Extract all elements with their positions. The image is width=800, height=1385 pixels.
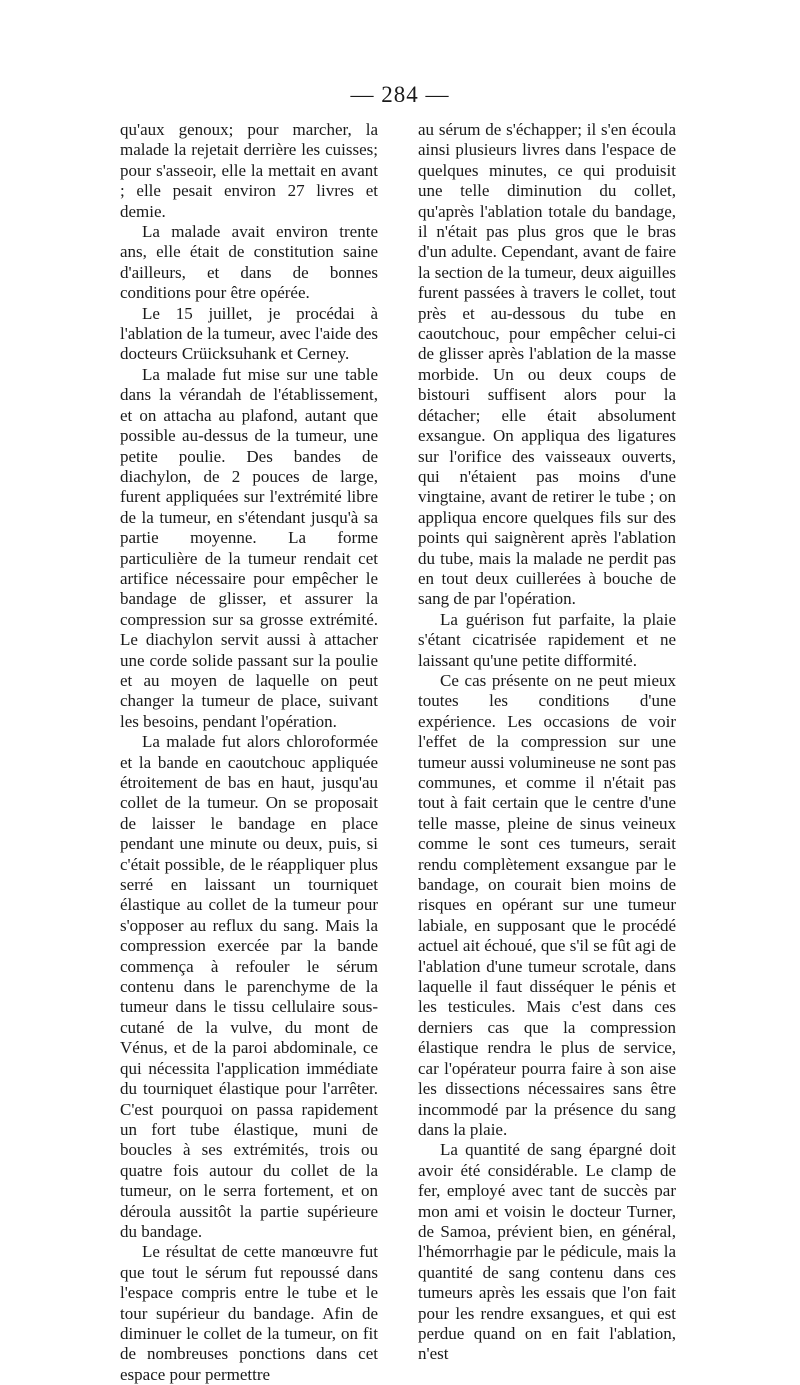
paragraph: Le résultat de cette manœuvre fut que tout le sérum fut repoussé dans l'espace compris entre le tube et le tour supérieur du bandage. Afin de diminuer le collet de la tumeur, on fit de nombreuses ponctions dans cet espace pour permettre (120, 1242, 378, 1384)
paragraph: La malade fut mise sur une table dans la vérandah de l'établissement, et on attacha au plafond, autant que possible au-dessus de la tumeur, une petite poulie. Des bandes de diachylon, de 2 pouces de large, furent appliquées sur l'extrémité libre de la tumeur, en s'étendant jusqu'à sa partie moyenne. La forme particulière de la tumeur rendait cet artifice nécessaire pour empêcher le bandage de glisser, et assurer la compression sur sa grosse extrémité. Le diachylon servit aussi à attacher une corde solide passant sur la poulie et au moyen de laquelle on peut changer la tumeur de place, suivant les besoins, pendant l'opération. (120, 364, 378, 731)
right-text-column (418, 120, 676, 1364)
paragraph: La quantité de sang épargné doit avoir été considérable. Le clamp de fer, employé avec tant de succès par mon ami et voisin le docteur Turner, de Samoa, prévient bien, en général, l'hémorrhagie par le pédicule, mais la quantité de sang contenu dans ces tumeurs après les essais que l'on fait pour les rendre exsangues, et qui est perdue quand on en fait l'ablation, n'est (418, 1140, 676, 1364)
paragraph: au sérum de s'échapper; il s'en écoula ainsi plusieurs livres dans l'espace de quelques minutes, ce qui produisit une telle diminution du collet, qu'après l'ablation totale du bandage, il n'était pas plus gros que le bras d'un adulte. Cependant, avant de faire la section de la tumeur, deux aiguilles furent passées à travers le collet, tout près et au-dessous du tube en caoutchouc, pour empêcher celui-ci de glisser après l'ablation de la masse morbide. Un ou deux coups de bistouri suffisent alors pour la détacher; elle était absolument exsangue. On appliqua des ligatures sur l'orifice des vaisseaux ouverts, qui n'étaient pas moins d'une vingtaine, avant de retirer le tube ; on appliqua encore quelques fils sur des points qui saignèrent après l'ablation du tube, mais la malade ne perdit pas en tout deux cuillerées à bouche de sang de par l'opération. (418, 120, 676, 609)
left-text-column (120, 120, 378, 1384)
page-number: — 284 — (350, 82, 450, 107)
paragraph: Le 15 juillet, je procédai à l'ablation de la tumeur, avec l'aide des docteurs Crüicksuhank et Cerney. (120, 303, 378, 364)
paragraph: La guérison fut parfaite, la plaie s'étant cicatrisée rapidement et ne laissant qu'une petite difformité. (418, 609, 676, 670)
paragraph: Ce cas présente on ne peut mieux toutes les conditions d'une expérience. Les occasions de voir l'effet de la compression sur une tumeur aussi volumineuse ne sont pas communes, et comme il n'était pas tout à fait certain que le centre d'une telle masse, pleine de sinus veineux comme le sont ces tumeurs, serait rendu complètement exsangue par le bandage, on courait bien moins de risques en opérant sur une tumeur labiale, en supposant que le procédé actuel ait échoué, que s'il se fût agi de l'ablation d'une tumeur scrotale, dans laquelle il faut disséquer le pénis et les testicules. Mais c'est dans ces derniers cas que la compression élastique rendra le plus de service, car l'opérateur pourra faire à son aise les dissections nécessaires sans être incommodé par la présence du sang dans la plaie. (418, 670, 676, 1139)
paragraph: La malade fut alors chloroformée et la bande en caoutchouc appliquée étroitement de bas en haut, jusqu'au collet de la tumeur. On se proposait de laisser le bandage en place pendant une minute ou deux, puis, si c'était possible, de le réappliquer plus serré en laissant un tourniquet élastique au collet de la tumeur pour s'opposer au reflux du sang. Mais la compression exercée par la bande commença à refouler le sérum contenu dans le parenchyme de la tumeur dans le tissu cellulaire sous-cutané de la vulve, du mont de Vénus, et de la paroi abdominale, ce qui nécessita l'application immédiate du tourniquet élastique pour l'arrêter. C'est pourquoi on passa rapidement un fort tube élastique, muni de boucles à ses extrémités, trois ou quatre fois autour du collet de la tumeur, on le serra fortement, et on déroula aussitôt la partie supérieure du bandage. (120, 732, 378, 1241)
paragraph: qu'aux genoux; pour marcher, la malade la rejetait derrière les cuisses; pour s'asseoir, elle la mettait en avant ; elle pesait environ 27 livres et demie. (120, 120, 378, 221)
paragraph: La malade avait environ trente ans, elle était de constitution saine d'ailleurs, et dans de bonnes conditions pour être opérée. (120, 222, 378, 303)
